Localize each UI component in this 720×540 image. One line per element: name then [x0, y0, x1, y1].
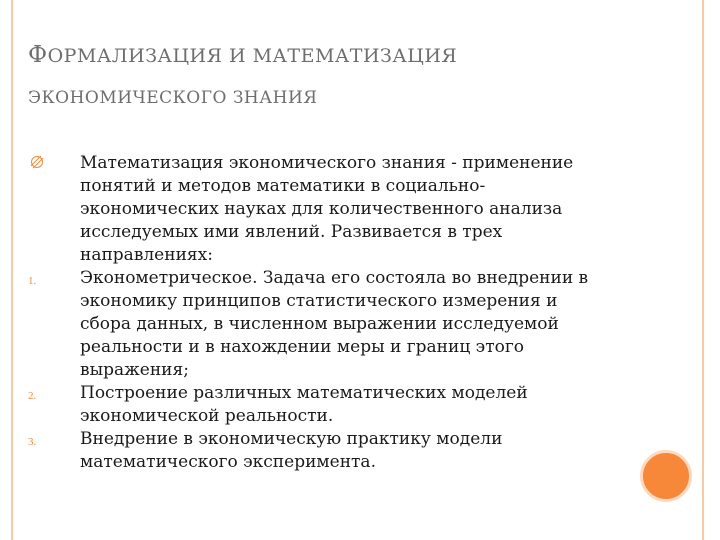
left-frame-line	[11, 0, 13, 540]
title-line-2: ЭКОНОМИЧЕСКОГО ЗНАНИЯ	[28, 88, 318, 108]
intro-paragraph	[28, 152, 608, 267]
list-item	[28, 428, 608, 474]
list-item	[28, 267, 608, 382]
slide-body	[28, 152, 608, 474]
list-marker	[28, 267, 80, 382]
slide-title	[28, 40, 648, 113]
ornamental-bullet-icon	[29, 154, 46, 171]
list-item	[28, 382, 608, 428]
list-number: 3.	[28, 436, 37, 448]
list-number: 1.	[28, 275, 37, 287]
list-item-text: Построение различных математических моделей экономической реальности.	[80, 383, 528, 426]
right-frame-line	[702, 0, 704, 540]
list-item-text: Эконометрическое. Задача его состояла во внедрении в экономику принципов статистического измерения и сбора данных, в численном выражении исследуемой реальности и в нахождении меры и границ этого выражения;	[80, 268, 589, 380]
bullet-marker	[28, 152, 80, 267]
list-marker	[28, 428, 80, 474]
list-marker	[28, 382, 80, 428]
intro-text: Математизация экономического знания - применение понятий и методов математики в социально-экономических науках для количественного анализа исследуемых ими явлений. Развивается в трех направлениях:	[80, 153, 574, 265]
list-number: 2.	[28, 390, 37, 402]
list-item-text: Внедрение в экономическую практику модели математического эксперимента.	[80, 429, 503, 472]
title-initial: Ф	[28, 42, 48, 68]
title-line-1	[28, 40, 648, 71]
title-line-1-rest: ОРМАЛИЗАЦИЯ И МАТЕМАТИЗАЦИЯ	[47, 45, 458, 67]
decorative-orange-circle	[640, 450, 692, 502]
